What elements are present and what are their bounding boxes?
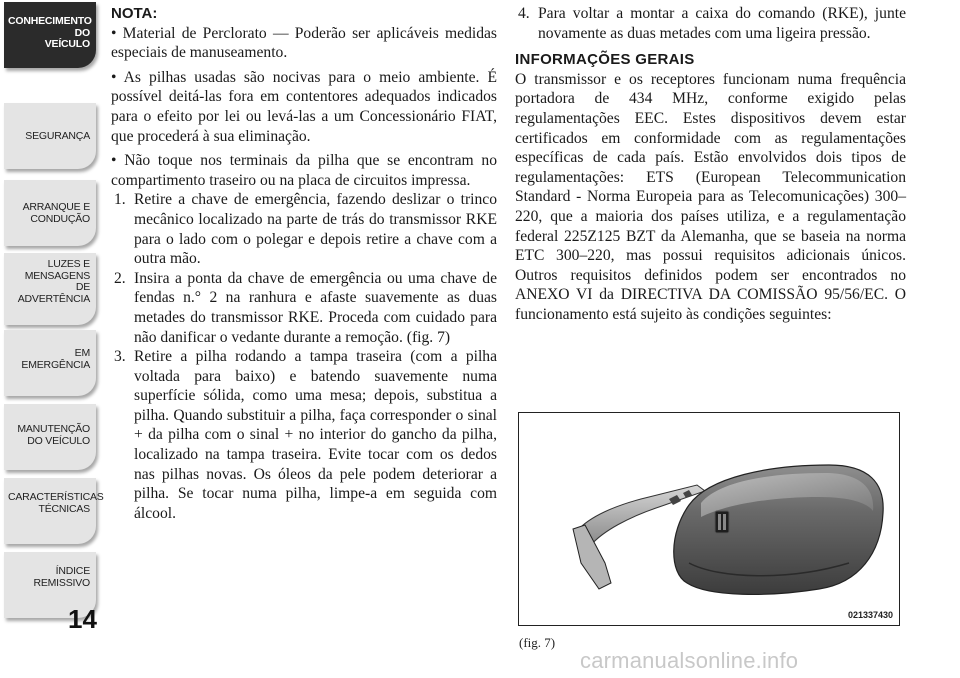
- tab-label: CONHECIMENTO DO VEÍCULO: [8, 15, 92, 50]
- tab-label: EM EMERGÊNCIA: [21, 347, 90, 371]
- tab-label: CARACTERÍSTICAS TÉCNICAS: [8, 491, 104, 515]
- figure-key-fob: [518, 412, 900, 626]
- tab-label: SEGURANÇA: [25, 130, 90, 142]
- nota-title: NOTA:: [111, 5, 158, 22]
- step-4: [515, 4, 906, 43]
- step-1: [111, 190, 497, 268]
- tab-arranque-e-conducao[interactable]: [4, 180, 96, 246]
- figure-code: 021337430: [847, 610, 893, 620]
- rke-transmitter: [674, 465, 883, 594]
- step-text: Retire a pilha rodando a tampa traseira (com a pilha voltada para baixo) e batendo suavemente numa superfície sólida, como uma mesa; depois, substitua a pilha. Quando substituir a pilha, faça corresponder o sinal + da pilha com o sinal + no interior do gancho da pilha, localizado na tampa traseira. Evite tocar com os dedos nas pilhas novas. Os óleos da pele podem deteriorar a pilha. Se tocar numa pilha, limpe-a em seguida com álcool.: [134, 348, 497, 522]
- step-number: 1.: [114, 191, 126, 209]
- tab-conhecimento-do-veiculo[interactable]: [4, 2, 96, 68]
- step-number: 2.: [114, 269, 126, 287]
- figure-caption: (fig. 7): [519, 635, 556, 650]
- tab-label: ÍNDICE REMISSIVO: [33, 565, 90, 589]
- section-heading: INFORMAÇÕES GERAIS: [515, 51, 695, 69]
- step-number: 4.: [518, 5, 530, 22]
- nota-paragraph-2: • As pilhas usadas são nocivas para o meio ambiente. É possível deitá-las fora em contentores adequados indicados para o efeito por lei ou levá-las a um Concessionário FIAT, que procederá à sua eliminação.: [111, 68, 497, 145]
- step-number: 3.: [114, 348, 126, 366]
- tab-caracteristicas-tecnicas[interactable]: [4, 478, 104, 544]
- general-info-paragraph: O transmissor e os receptores funcionam numa frequência portadora de 434 MHz, conforme exigido pelas regulamentações EEC. Estes dispositivos devem estar certificados em conformidade com as regulamentações específicas de cada país. Estão envolvidos dois tipos de regulamentações: ETS (European Telecommunication Standard - Norma Europeia para as Telecomunicações) 300–220, que a maioria dos países utiliza, e a regulamentação federal 225Z125 BZT da Alemanha, que se baseia na norma ETC 300–220, mas possui requisitos adicionais únicos. Outros requisitos definidos podem ser encontrados no ANEXO VI da DIRECTIVA DA COMISSÃO 95/56/EC. O funcionamento está sujeito às condições seguintes:: [515, 70, 906, 323]
- step-text: Para voltar a montar a caixa do comando (RKE), junte novamente as duas metades com uma ligeira pressão.: [538, 5, 906, 42]
- watermark: carmanualsonline.info: [580, 648, 799, 673]
- step-text: Insira a ponta da chave de emergência ou uma chave de fendas n.° 2 na ranhura e afaste suavemente as duas metades do transmissor RKE. Proceda com cuidado para não danificar o vedante durante a remoção. (fig. 7): [134, 269, 497, 346]
- left-column: [111, 4, 497, 523]
- tab-luzes-e-mensagens[interactable]: [4, 253, 96, 325]
- nota-paragraph-1: • Material de Perclorato — Poderão ser aplicáveis medidas especiais de manuseamento.: [111, 24, 497, 62]
- tab-seguranca[interactable]: [4, 103, 96, 169]
- step-text: Retire a chave de emergência, fazendo deslizar o trinco mecânico localizado na parte de trás do transmissor RKE para o lado com o polegar e depois retire a chave com a outra mão.: [134, 191, 497, 268]
- page-number: 14: [68, 604, 97, 634]
- chapter-sidebar: [0, 0, 104, 678]
- step-2: [111, 269, 497, 347]
- tab-manutencao-do-veiculo[interactable]: [4, 404, 96, 470]
- tab-em-emergencia[interactable]: [4, 330, 96, 396]
- right-column: [515, 4, 906, 330]
- tab-label: LUZES E MENSAGENS DE ADVERTÊNCIA: [17, 258, 90, 305]
- step-3: [111, 347, 497, 523]
- tab-label: MANUTENÇÃO DO VEÍCULO: [17, 423, 90, 447]
- key-fob-illustration: [519, 413, 899, 625]
- nota-paragraph-3: • Não toque nos terminais da pilha que se encontram no compartimento traseiro ou na placa de circuitos impressa.: [111, 152, 497, 189]
- tab-label: ARRANQUE E CONDUÇÃO: [22, 201, 90, 225]
